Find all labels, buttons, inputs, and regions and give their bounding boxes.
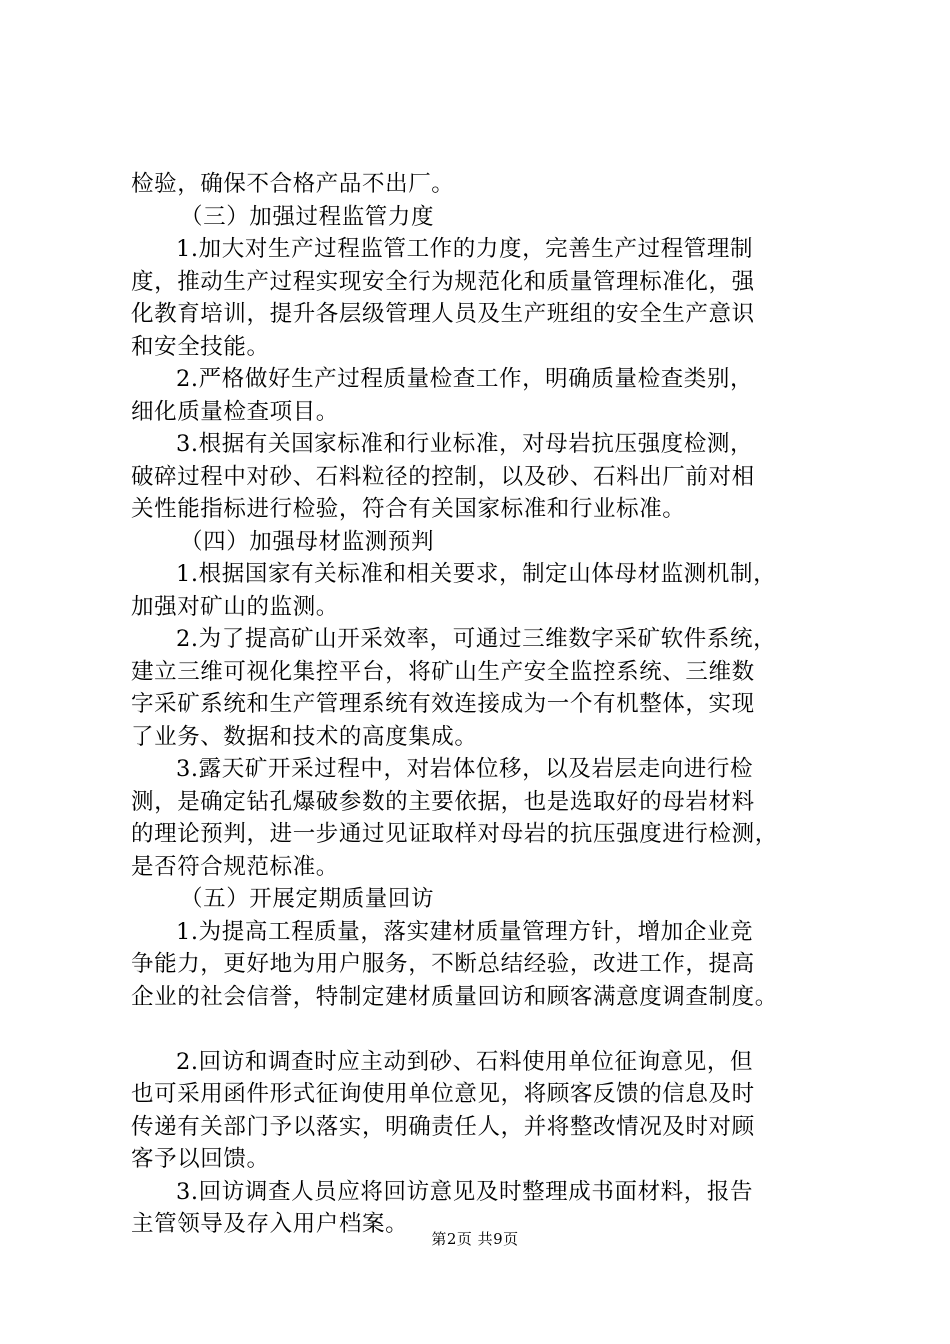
paragraph-line: 测，是确定钻孔爆破参数的主要依据，也是选取好的母岩材料 — [131, 788, 755, 815]
paragraph-line: 1.加大对生产过程监管工作的力度，完善生产过程管理制 — [176, 236, 754, 262]
paragraph-line: 也可采用函件形式征询使用单位意见，将顾客反馈的信息及时 — [131, 1081, 755, 1107]
paragraph-line: 化教育培训，提升各层级管理人员及生产班组的安全生产意识 — [131, 301, 755, 327]
paragraph-line: 2.为了提高矿山开采效率，可通过三维数字采矿软件系统， — [176, 626, 777, 652]
document-body — [131, 168, 851, 1241]
paragraph-line: 的理论预判，进一步通过见证取样对母岩的抗压强度进行检测， — [131, 821, 778, 847]
paragraph-line: 2.严格做好生产过程质量检查工作，明确质量检查类别， — [176, 366, 754, 392]
paragraph-line: 主管领导及存入用户档案。 — [131, 1211, 409, 1237]
paragraph-line: 3.回访调查人员应将回访意见及时整理成书面材料，报告 — [176, 1178, 754, 1205]
paragraph-line: 1.为提高工程质量，落实建材质量管理方针，增加企业竞 — [176, 918, 754, 945]
paragraph-line: 破碎过程中对砂、石料粒径的控制，以及砂、石料出厂前对相 — [131, 463, 755, 490]
paragraph-line: 1.根据国家有关标准和相关要求，制定山体母材监测机制， — [176, 561, 777, 587]
paragraph-line: 客予以回馈。 — [131, 1146, 270, 1172]
page-number: 第2页 共9页 — [431, 1230, 519, 1248]
paragraph-line: 3.根据有关国家标准和行业标准，对母岩抗压强度检测， — [176, 431, 754, 457]
paragraph-line: 了业务、数据和技术的高度集成。 — [131, 723, 478, 750]
paragraph-line: 和安全技能。 — [131, 333, 270, 360]
paragraph-line: 3.露天矿开采过程中，对岩体位移，以及岩层走向进行检 — [176, 756, 754, 782]
paragraph-line: 字采矿系统和生产管理系统有效连接成为一个有机整体，实现 — [131, 691, 755, 717]
paragraph-line: 加强对矿山的监测。 — [131, 593, 339, 620]
page-footer — [0, 1228, 950, 1249]
paragraph-line — [131, 1013, 851, 1046]
paragraph-line: 关性能指标进行检验，符合有关国家标准和行业标准。 — [131, 496, 686, 522]
paragraph-line: 企业的社会信誉，特制定建材质量回访和顾客满意度调查制度。 — [131, 983, 778, 1010]
section-heading: （三）加强过程监管力度 — [180, 203, 435, 230]
section-heading: （四）加强母材监测预判 — [180, 528, 435, 555]
paragraph-line: 传递有关部门予以落实，明确责任人，并将整改情况及时对顾 — [131, 1113, 755, 1140]
paragraph-line: 建立三维可视化集控平台，将矿山生产安全监控系统、三维数 — [131, 658, 755, 685]
section-heading: （五）开展定期质量回访 — [180, 886, 435, 912]
paragraph-line: 争能力，更好地为用户服务，不断总结经验，改进工作，提高 — [131, 951, 755, 977]
paragraph-line: 2.回访和调查时应主动到砂、石料使用单位征询意见，但 — [176, 1048, 754, 1075]
paragraph-line: 检验，确保不合格产品不出厂。 — [131, 171, 455, 197]
paragraph-line: 是否符合规范标准。 — [131, 853, 339, 880]
paragraph-line: 细化质量检查项目。 — [131, 398, 339, 425]
paragraph-line: 度，推动生产过程实现安全行为规范化和质量管理标准化，强 — [131, 268, 755, 295]
